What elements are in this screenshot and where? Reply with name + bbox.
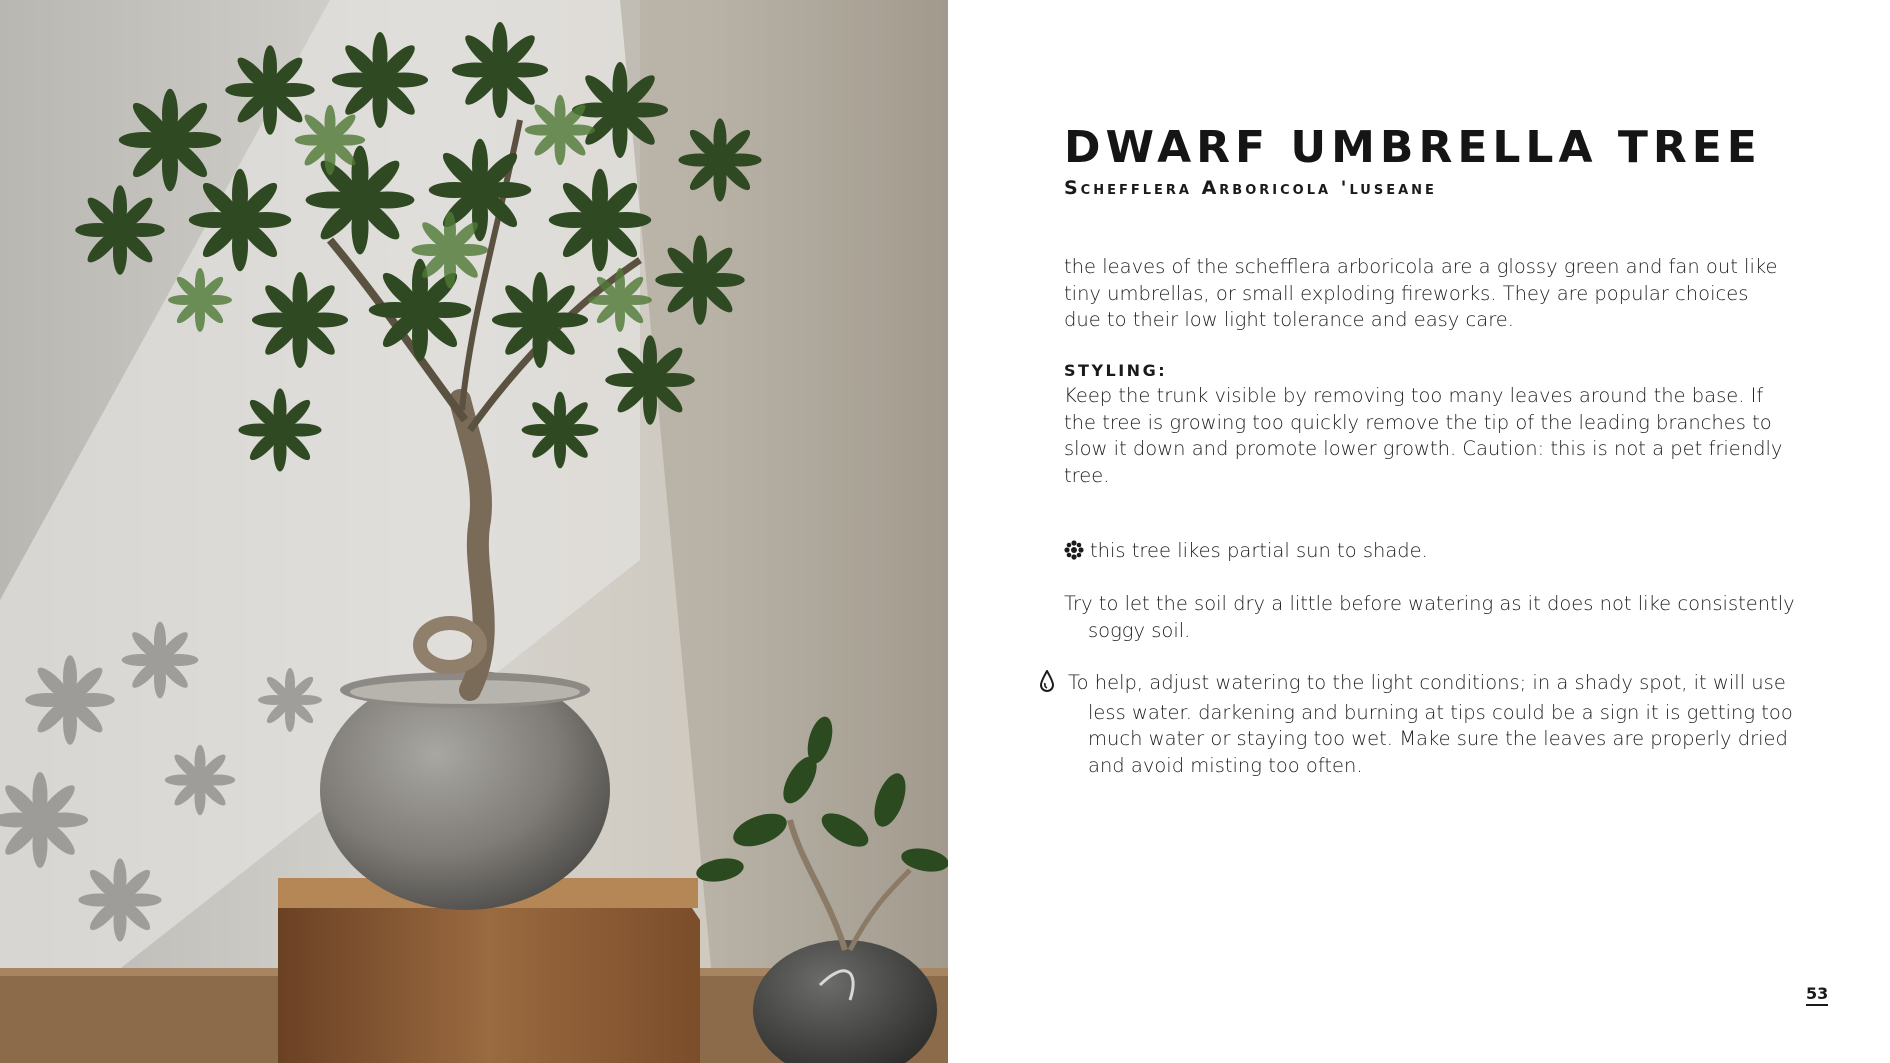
tip-text: To help, adjust watering to the light conditions; in a shady spot, it will use less water. darkening and burning at tips could be a sign it is getting too much water or staying too wet. Make sure the leaves are properly dried and avoid misting too often. [1068, 671, 1793, 777]
watering-tip [1064, 670, 1808, 779]
sun-icon [1064, 540, 1084, 568]
watering-paragraph: Try to let the soil dry a little before watering as it does not like consistently soggy soil. [1064, 592, 1795, 642]
botanical-name: Schefflera Arboricola 'luseane [1064, 177, 1437, 199]
styling-paragraph: Keep the trunk visible by removing too many leaves around the base. If the tree is growing too quickly remove the tip of the leading branches to slow it down and promote lower growth. Caution: this is not a pet friendly tree. [1064, 384, 1783, 487]
page-title: DWARF UMBRELLA TREE [1064, 122, 1762, 173]
styling-heading: STYLING: [1064, 361, 1168, 380]
sun-text: this tree likes partial sun to shade. [1090, 539, 1428, 562]
sun-requirement [1064, 538, 1784, 568]
page-number: 53 [1806, 984, 1828, 1006]
intro-paragraph: the leaves of the schefflera arboricola are a glossy green and fan out like tiny umbrellas, or small exploding fireworks. They are popular choices due to their low light tolerance and easy care. [1064, 255, 1778, 331]
